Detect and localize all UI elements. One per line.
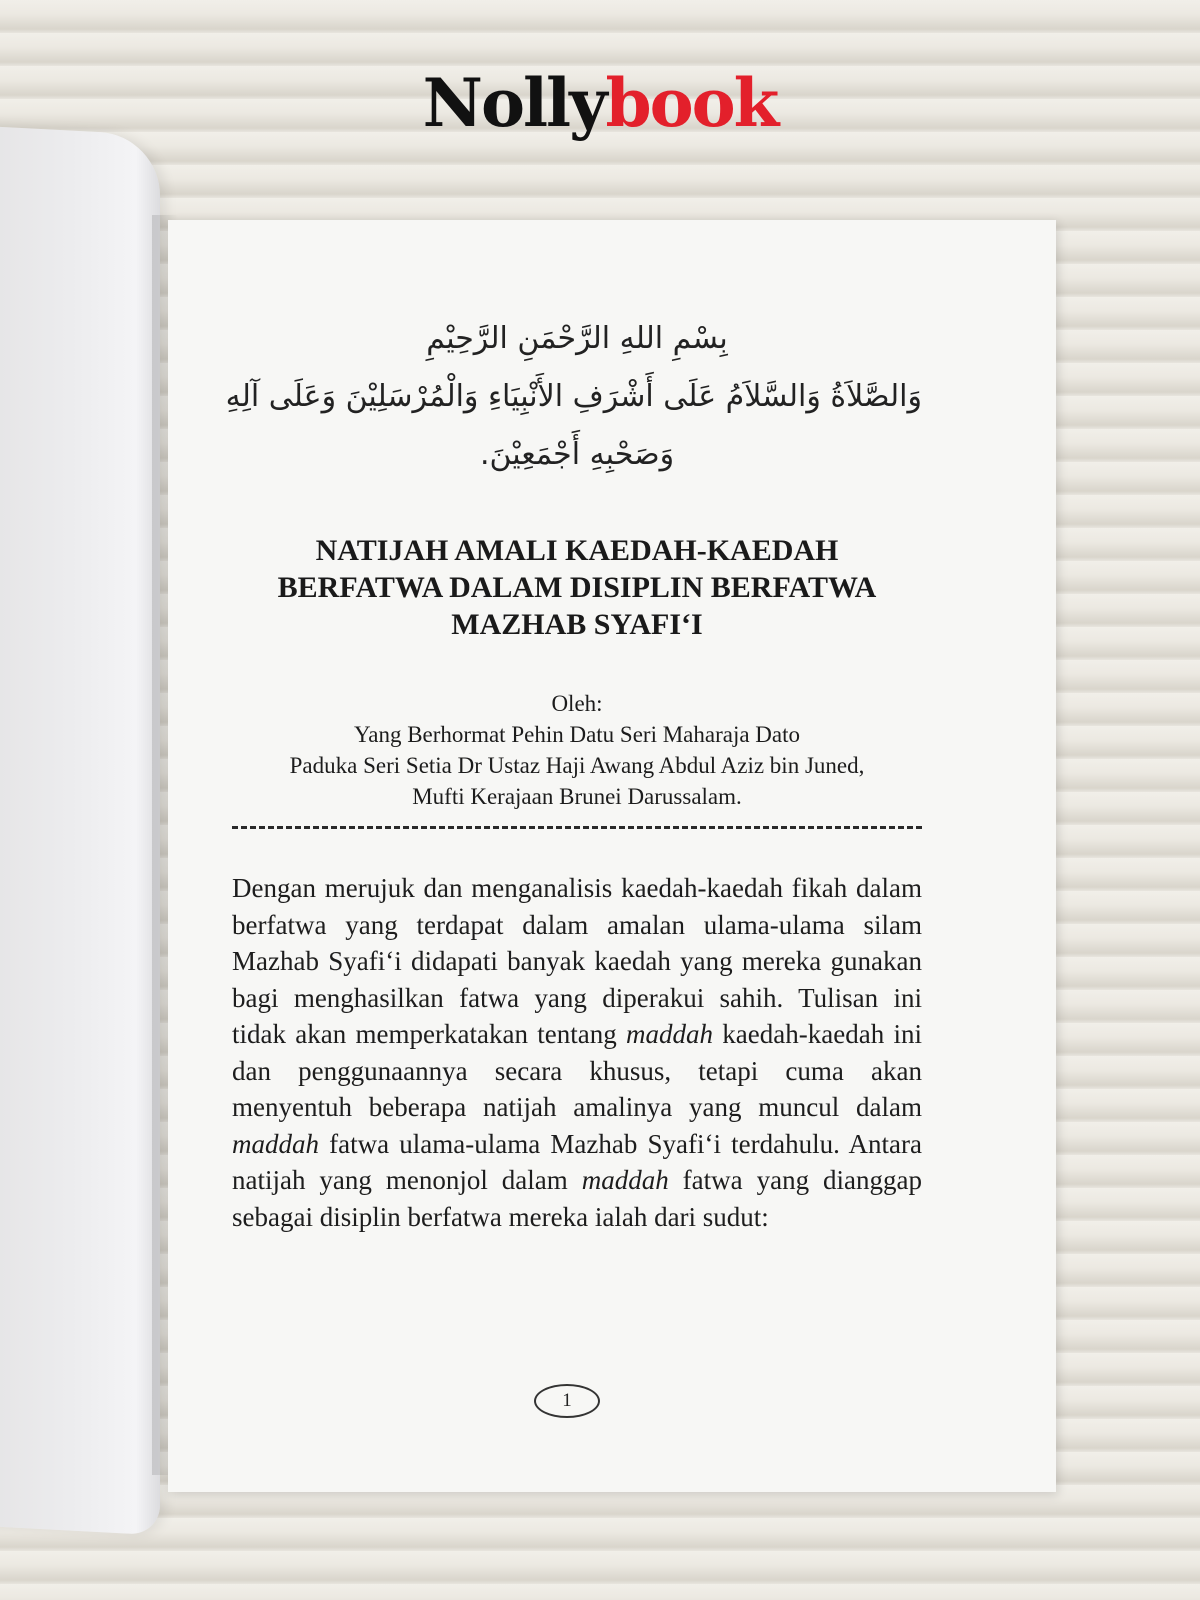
body-paragraph xyxy=(232,870,922,1235)
body-text-3: fatwa ulama-ulama Mazhab Syafi‘i terdahulu. Antara natijah yang menonjol dalam xyxy=(232,1128,922,1195)
book-page xyxy=(168,220,1056,1492)
arabic-opening xyxy=(225,310,922,484)
title-line-2: BERFATWA DALAM DISIPLIN BERFATWA xyxy=(277,571,877,604)
author-by: Oleh: xyxy=(551,691,603,716)
title-line-1: NATIJAH AMALI KAEDAH-KAEDAH xyxy=(315,534,839,567)
body-italic-maddah-2: maddah xyxy=(232,1128,319,1159)
author-line-3: Mufti Kerajaan Brunei Darussalam. xyxy=(412,784,742,809)
title-line-3: MAZHAB SYAFI‘I xyxy=(451,608,703,641)
author-line-2: Paduka Seri Setia Dr Ustaz Haji Awang Abdul Aziz bin Juned, xyxy=(289,753,865,778)
body-text-4: fatwa yang dianggap sebagai disiplin berfatwa mereka ialah dari sudut: xyxy=(232,1165,922,1232)
body-italic-maddah-1: maddah xyxy=(626,1019,714,1049)
page-number: 1 xyxy=(534,1384,600,1418)
body-text-2: kaedah-kaedah ini dan penggunaannya secara khusus, tetapi cuma akan menyentuh beberapa natijah amalinya yang muncul dalam xyxy=(232,1019,922,1122)
arabic-salawat-end: وَصَحْبِهِ أَجْمَعِيْنَ. xyxy=(479,437,675,472)
chapter-title xyxy=(232,532,922,643)
logo-text-book: book xyxy=(605,64,778,142)
body-italic-maddah-3: maddah xyxy=(581,1165,669,1195)
arabic-salawat-line: وَالصَّلاَةُ وَالسَّلاَمُ عَلَى أَشْرَفِ الأَنْبِيَاءِ وَالْمُرْسَلِيْنَ وَعَلَى آلِهِ xyxy=(225,379,922,414)
author-line-1: Yang Berhormat Pehin Datu Seri Maharaja Dato xyxy=(353,722,801,747)
author-block xyxy=(232,688,922,812)
body-text-1: Dengan merujuk dan menganalisis kaedah-kaedah fikah dalam berfatwa yang terdapat dalam amalan ulama-ulama silam Mazhab Syafi‘i didapati banyak kaedah yang mereka gunakan bagi menghasilkan fatwa yang diperakui sahih. Tulisan ini tidak akan memperkatakan tentang xyxy=(232,873,922,1049)
logo-text-nolly: Nolly xyxy=(422,64,606,142)
brand-logo xyxy=(0,64,1200,142)
arabic-basmala: بِسْمِ اللهِ الرَّحْمَنِ الرَّحِيْمِ xyxy=(426,321,728,356)
left-page xyxy=(0,125,160,1535)
dashed-divider xyxy=(232,826,922,829)
